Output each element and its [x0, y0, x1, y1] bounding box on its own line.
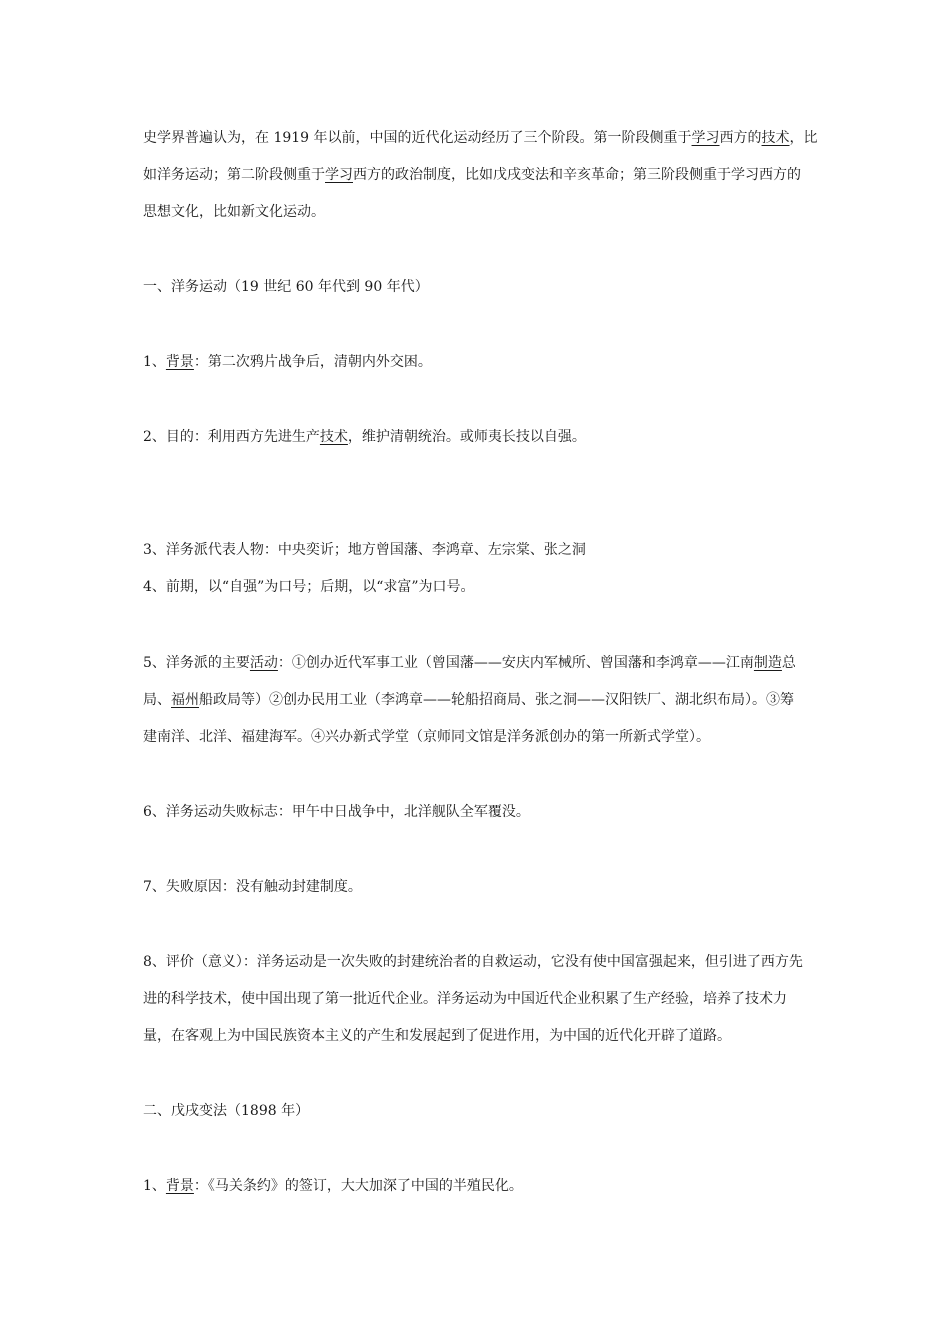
underlined-term: 技术 — [761, 130, 790, 146]
text-run: 量，在客观上为中国民族资本主义的产生和发展起到了促进作用，为中国的近代化开辟了道路。 — [143, 1028, 731, 1044]
text-run: 总 — [781, 655, 796, 671]
section-1-item-5-line-1 — [143, 653, 823, 673]
text-run: 3、洋务派代表人物：中央奕䜣；地方曾国藩、李鸿章、左宗棠、张之洞 — [143, 542, 586, 558]
text-run: 如洋务运动；第二阶段侧重于 — [143, 167, 325, 183]
text-run: 4、前期，以“自强”为口号；后期，以“求富”为口号。 — [143, 579, 475, 595]
underlined-term: 技术 — [319, 429, 348, 445]
text-run: 船政局等）②创办民用工业（李鸿章——轮船招商局、张之洞——汉阳铁厂、湖北织布局）。③筹 — [199, 692, 794, 708]
underlined-term: 学习 — [325, 167, 353, 183]
text-run: 5、洋务派的主要 — [143, 655, 250, 671]
text-run: 思想文化，比如新文化运动。 — [143, 204, 325, 220]
underlined-term: 制造 — [753, 655, 782, 671]
text-run: 1、 — [143, 1178, 166, 1194]
section-1-item-8-line-2 — [143, 989, 823, 1009]
intro-line-2 — [143, 165, 823, 185]
text-run: ：①创办近代军事工业（曾国藩——安庆内军械所、曾国藩和李鸿章——江南 — [277, 655, 754, 671]
section-1-item-8-line-1 — [143, 952, 823, 972]
text-run: 西方的政治制度，比如戊戌变法和辛亥革命；第三阶段侧重于学习西方的 — [353, 167, 801, 183]
section-1-item-5-line-2 — [143, 690, 823, 710]
text-run: ，比 — [789, 130, 818, 146]
section-1-item-1 — [143, 352, 823, 372]
text-run: 西方的 — [719, 130, 762, 146]
section-1-item-4 — [143, 577, 823, 597]
underlined-term: 活动 — [249, 655, 278, 671]
text-run: ：《马关条约》的签订，大大加深了中国的半殖民化。 — [193, 1178, 523, 1194]
text-run: 局、 — [143, 692, 171, 708]
underlined-term: 学习 — [691, 130, 720, 146]
text-run: ，维护清朝统治。或师夷长技以自强。 — [347, 429, 586, 445]
text-run: ：第二次鸦片战争后，清朝内外交困。 — [193, 354, 432, 370]
section-1-item-2 — [143, 427, 823, 447]
underlined-term: 背景 — [165, 1178, 194, 1194]
section-1-item-3 — [143, 540, 823, 560]
text-run: 2、目的：利用西方先进生产 — [143, 429, 320, 445]
text-run: 史学界普遍认为，在 1919 年以前，中国的近代化运动经历了三个阶段。第一阶段侧重于 — [143, 130, 692, 146]
text-run: 进的科学技术，使中国出现了第一批近代企业。洋务运动为中国近代企业积累了生产经验，培养了技术力 — [143, 991, 787, 1007]
section-1-item-7 — [143, 877, 823, 897]
text-run: 1、 — [143, 354, 166, 370]
section-1-item-5-line-3 — [143, 727, 823, 747]
text-run: 建南洋、北洋、福建海军。④兴办新式学堂（京师同文馆是洋务派创办的第一所新式学堂）。 — [143, 729, 710, 745]
text-run: 6、洋务运动失败标志：甲午中日战争中，北洋舰队全军覆没。 — [143, 804, 530, 820]
intro-line-1 — [143, 128, 823, 148]
underlined-term: 背景 — [165, 354, 194, 370]
section-1-heading: 一、洋务运动（19 世纪 60 年代到 90 年代） — [143, 279, 429, 295]
section-2-item-1 — [143, 1176, 823, 1196]
text-run: 7、失败原因：没有触动封建制度。 — [143, 879, 362, 895]
section-2-heading: 二、戊戌变法（1898 年） — [143, 1103, 310, 1119]
text-run: 8、评价（意义）：洋务运动是一次失败的封建统治者的自救运动，它没有使中国富强起来，但引进了西方先 — [143, 954, 803, 970]
underlined-term: 福州 — [171, 692, 199, 708]
section-1-item-8-line-3 — [143, 1026, 823, 1046]
intro-line-3 — [143, 202, 823, 222]
section-1-item-6 — [143, 802, 823, 822]
